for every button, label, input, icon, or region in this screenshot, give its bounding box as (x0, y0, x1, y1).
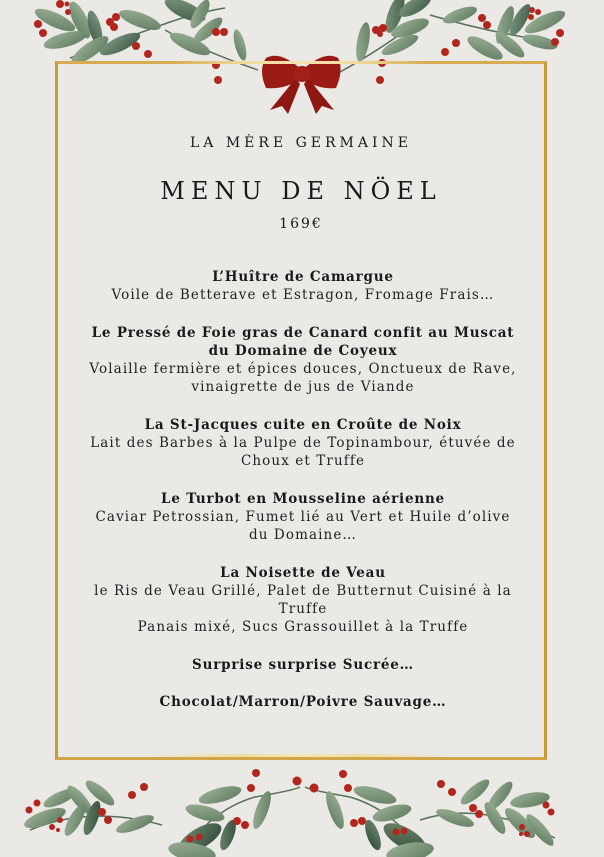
dish-item (86, 490, 520, 545)
dessert-item (86, 656, 520, 674)
dish-title: Chocolat/Marron/Poivre Sauvage… (159, 694, 447, 711)
dish-title: La Noisette de Veau (220, 564, 386, 581)
frame-bottom-highlight (150, 754, 450, 757)
menu-title: MENU DE NÖEL (160, 177, 442, 205)
restaurant-name: LA MÈRE GERMAINE (189, 135, 412, 151)
dish-description: Lait des Barbes à la Pulpe de Topinambour, étuvée de Choux et Truffe (90, 435, 516, 470)
dish-item (86, 268, 520, 305)
dish-title: La St-Jacques cuite en Croûte de Noix (144, 416, 462, 433)
dish-item (86, 324, 520, 397)
dish-description: Volaille fermière et épices douces, Onctueux de Rave, vinaigrette de jus de Viande (89, 361, 517, 396)
dish-title: Surprise surprise Sucrée… (192, 656, 414, 673)
dish-title: Le Pressé de Foie gras de Canard confit au Muscat du Domaine de Coyeux (91, 324, 515, 359)
left-sprig-icon (22, 777, 162, 839)
dish-description: le Ris de Veau Grillé, Palet de Butternut Cuisiné à la Truffe (94, 582, 512, 618)
dish-title: Le Turbot en Mousseline aérienne (161, 490, 445, 507)
dish-item (86, 416, 520, 471)
menu-price: 169€ (279, 216, 323, 232)
dish-description: Voile de Betterave et Estragon, Fromage Frais… (111, 287, 495, 304)
right-sprig-icon (420, 776, 557, 849)
dish-title: L’Huître de Camargue (212, 269, 394, 285)
dish-description: Panais mixé, Sucs Grassouillet à la Truffe (137, 619, 469, 636)
dish-description: Caviar Petrossian, Fumet lié au Vert et Huile d’olive du Domaine… (95, 508, 511, 544)
holly-garland-bottom-decoration (0, 760, 604, 857)
dish-list (86, 268, 520, 730)
dish-item (86, 564, 520, 637)
center-wreath-icon (167, 769, 435, 857)
dessert-item (86, 693, 520, 711)
frame-top-highlight (170, 61, 430, 64)
